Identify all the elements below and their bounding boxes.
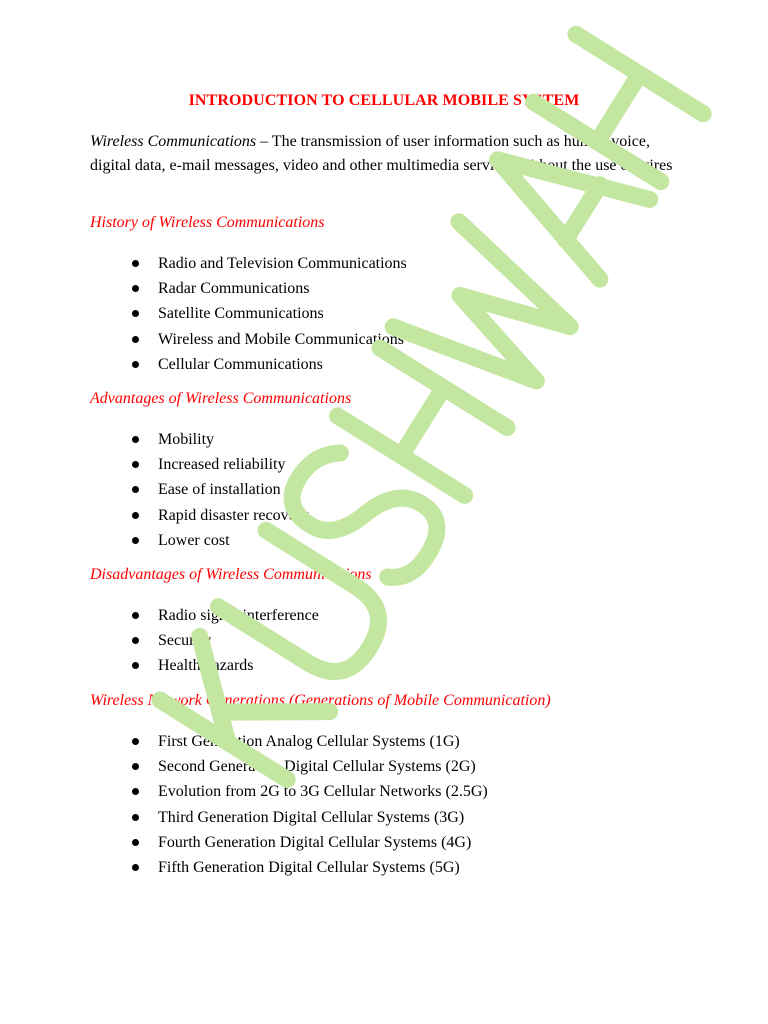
generations-list	[132, 729, 488, 880]
list-item: Evolution from 2G to 3G Cellular Networks (2.5G)	[132, 779, 488, 804]
list-item: Fourth Generation Digital Cellular Systems (4G)	[132, 830, 488, 855]
section-heading-history: History of Wireless Communications	[90, 214, 325, 231]
list-item: Rapid disaster recovery	[132, 503, 309, 528]
list-item: Radio signal interference	[132, 603, 319, 628]
bullet-icon	[132, 612, 139, 619]
bullet-icon	[132, 512, 139, 519]
page-title: INTRODUCTION TO CELLULAR MOBILE SYSTEM	[188, 92, 580, 109]
section-heading-advantages: Advantages of Wireless Communications	[90, 390, 352, 407]
list-item: Third Generation Digital Cellular Systems (3G)	[132, 805, 488, 830]
bullet-icon	[132, 738, 139, 745]
list-item: Fifth Generation Digital Cellular Systems (5G)	[132, 855, 488, 880]
intro-term: Wireless Communications	[90, 133, 257, 150]
bullet-icon	[132, 839, 139, 846]
bullet-icon	[132, 361, 139, 368]
bullet-icon	[132, 637, 139, 644]
list-item: Satellite Communications	[132, 301, 407, 326]
bullet-icon	[132, 260, 139, 267]
history-list	[132, 251, 407, 377]
bullet-icon	[132, 788, 139, 795]
bullet-icon	[132, 310, 139, 317]
bullet-icon	[132, 864, 139, 871]
section-heading-disadvantages: Disadvantages of Wireless Communications	[90, 566, 372, 583]
intro-text: The transmission of user information such as human voice, digital data, e-mail messages, video and other multimedia services without the use of wires	[90, 133, 673, 174]
bullet-icon	[132, 285, 139, 292]
bullet-icon	[132, 336, 139, 343]
advantages-list	[132, 427, 309, 553]
list-item: Cellular Communications	[132, 352, 407, 377]
bullet-icon	[132, 436, 139, 443]
bullet-icon	[132, 486, 139, 493]
list-item: Radar Communications	[132, 276, 407, 301]
intro-dash: –	[256, 133, 272, 150]
list-item: Radio and Television Communications	[132, 251, 407, 276]
list-item: First Generation Analog Cellular Systems (1G)	[132, 729, 488, 754]
list-item: Second Generation Digital Cellular Systems (2G)	[132, 754, 488, 779]
list-item: Lower cost	[132, 528, 309, 553]
bullet-icon	[132, 814, 139, 821]
bullet-icon	[132, 662, 139, 669]
bullet-icon	[132, 537, 139, 544]
bullet-icon	[132, 461, 139, 468]
list-item: Security	[132, 628, 319, 653]
intro-paragraph	[90, 130, 690, 178]
section-heading-generations: Wireless Network Generations (Generations of Mobile Communication)	[90, 692, 551, 709]
list-item: Mobility	[132, 427, 309, 452]
list-item: Health hazards	[132, 653, 319, 678]
bullet-icon	[132, 763, 139, 770]
list-item: Wireless and Mobile Communications	[132, 327, 407, 352]
list-item: Increased reliability	[132, 452, 309, 477]
disadvantages-list	[132, 603, 319, 679]
list-item: Ease of installation	[132, 477, 309, 502]
